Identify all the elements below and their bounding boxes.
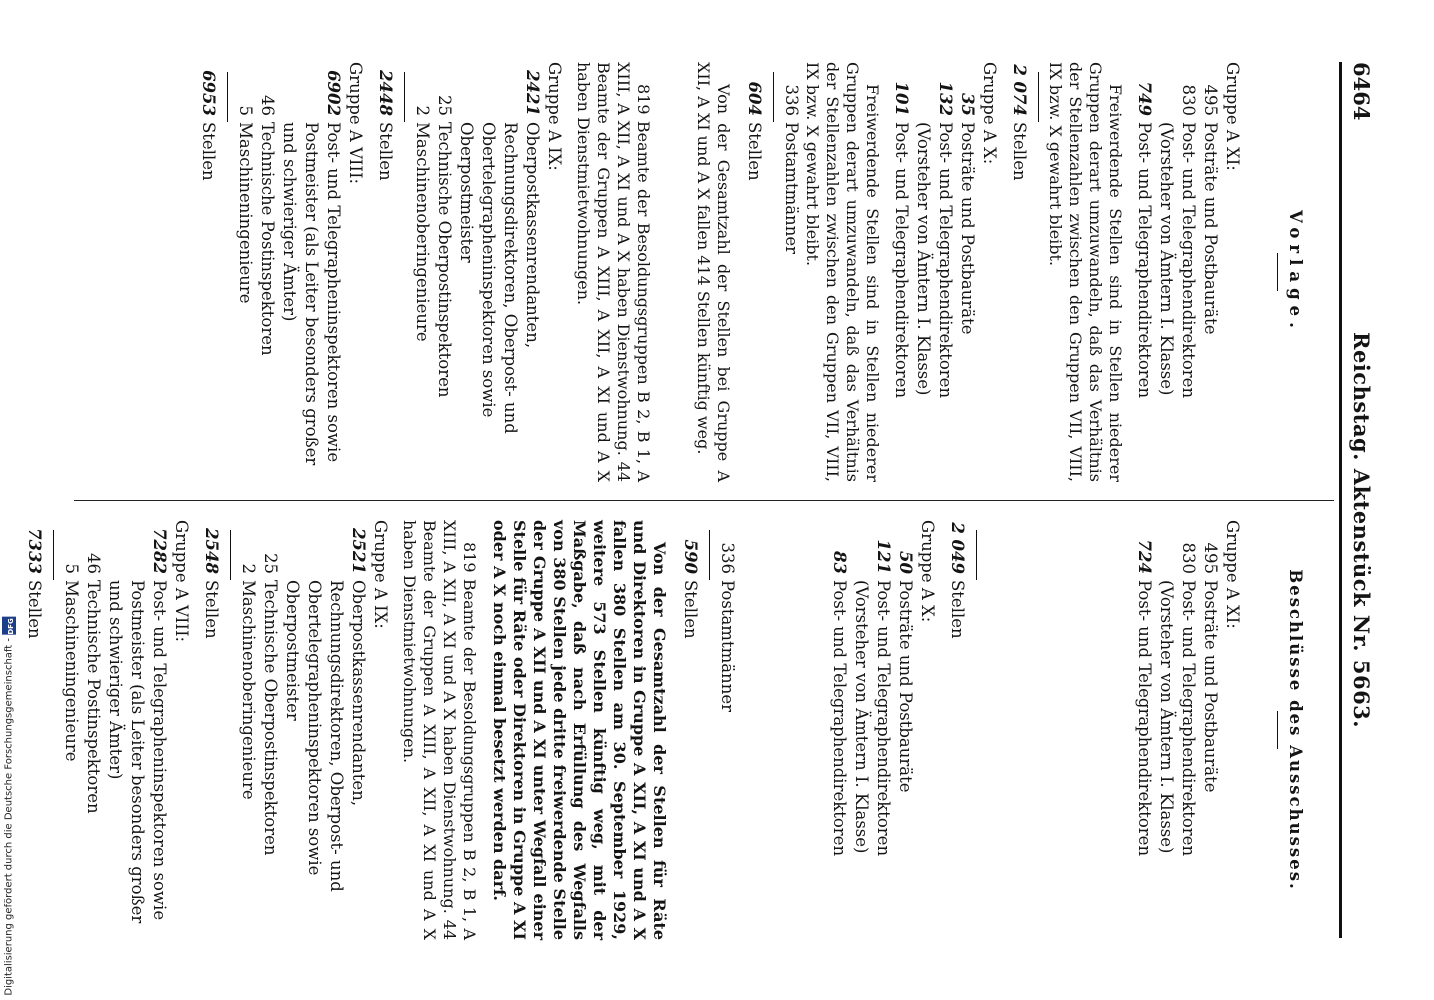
vertical-spacer bbox=[663, 62, 693, 482]
total-count: 2 074 bbox=[1010, 64, 1029, 116]
total-count: 6953 bbox=[199, 70, 218, 116]
entry-count: 336 bbox=[718, 542, 737, 574]
list-item bbox=[912, 62, 956, 482]
entry-count: 2421 bbox=[523, 70, 542, 116]
digitization-footer bbox=[2, 617, 16, 996]
sum-rule bbox=[709, 530, 710, 580]
total-label: Stellen bbox=[202, 580, 221, 639]
group-title: Gruppe A IX: bbox=[371, 520, 390, 629]
entry-text: Postamtmänner bbox=[782, 122, 801, 254]
total-count: 2548 bbox=[202, 528, 221, 574]
group-total bbox=[23, 520, 45, 940]
entry-text: Posträte und Postbauräte bbox=[896, 580, 915, 793]
note-paragraph: 819 Beamte der Besoldungsgruppen B 2, B 1, A XIII, A XII, A XI und A X haben Dienstwohnung. 44 Beamte der Gruppen A XIII, A XII, A XI und A X haben Dienstmietwohnungen. bbox=[400, 520, 479, 940]
group-total bbox=[374, 62, 396, 482]
group-block bbox=[197, 62, 366, 482]
entry-text: Maschinenoberingenieure bbox=[413, 122, 432, 342]
group-block bbox=[374, 62, 653, 482]
entry-count: 724 bbox=[1135, 539, 1154, 574]
entry-count: 132 bbox=[936, 81, 955, 116]
group-title: Gruppe A XI: bbox=[1223, 62, 1242, 171]
entry-text: Oberpostkassenrendanten, Rechnungsdirektoren, Oberpost- und Obertelegrapheninspektoren sowie Oberpostmeister bbox=[457, 122, 542, 434]
sum-rule bbox=[227, 72, 228, 122]
note-paragraph: Freiwerdende Stellen sind in Stellen niederer Gruppen derart umzuwandeln, daß das Verhältnis der Stellenzahlen zwischen den Gruppen VII, VIII, IX bzw. X gewahrt bleibt. bbox=[1046, 62, 1125, 482]
list-item bbox=[716, 520, 738, 940]
list-item bbox=[455, 62, 543, 482]
entry-text: Post- und Telegrapheninspektoren sowie Postmeister (als Leiter besonders großer und schwieriger Ämter) bbox=[280, 122, 343, 466]
group-total bbox=[197, 62, 219, 482]
list-item bbox=[850, 520, 894, 940]
entry-count: 101 bbox=[892, 81, 911, 116]
entry-count: 5 bbox=[62, 563, 81, 574]
entry-text: Post- und Telegraphendirektoren bbox=[1135, 580, 1154, 857]
column-heading: Beschlüsse des Ausschusses. bbox=[1286, 569, 1305, 891]
note-paragraph: Freiwerdende Stellen sind in Stellen niederer Gruppen derart umzuwandeln, daß das Verhältnis der Stellenzahlen zwischen den Gruppen VII, VIII, IX bzw. X gewahrt bleibt. bbox=[803, 62, 882, 482]
entry-count: 2521 bbox=[349, 528, 368, 574]
entry-count: 830 bbox=[1179, 84, 1198, 116]
entry-text: Maschineningenieure bbox=[236, 122, 255, 304]
entry-count: 6902 bbox=[324, 70, 343, 116]
list-item bbox=[1155, 62, 1199, 482]
right-column-beschluesse bbox=[23, 520, 1306, 940]
note-paragraph: Von der Gesamtzahl der Stellen bei Gruppe A XII, A XI und A X fallen 414 Stellen künftig weg. bbox=[694, 62, 733, 482]
list-item bbox=[1133, 520, 1155, 940]
total-label: Stellen bbox=[948, 580, 967, 639]
list-item bbox=[60, 520, 82, 940]
entry-count: 2 bbox=[239, 563, 258, 574]
list-item bbox=[780, 62, 802, 482]
footer-text: Digitalisierung gefördert durch die Deutsche Forschungsgemeinschaft - bbox=[3, 638, 15, 996]
group-total bbox=[946, 520, 968, 940]
list-item bbox=[278, 62, 344, 482]
running-head: Reichstag. Aktenstück Nr. 5663. bbox=[1349, 332, 1374, 729]
group-title: Gruppe A VIII: bbox=[346, 62, 365, 185]
entry-count: 25 bbox=[261, 553, 280, 574]
entry-text: Technische Postinspektoren bbox=[258, 122, 277, 356]
vertical-spacer bbox=[983, 520, 1133, 940]
group-title: Gruppe A XI: bbox=[1223, 520, 1242, 629]
entry-text: Post- und Telegraphendirektoren (Vorsteher von Ämtern I. Klasse) bbox=[1157, 122, 1198, 399]
group-title: Gruppe A X: bbox=[980, 62, 999, 165]
entry-text: Oberpostkassenrendanten, Rechnungsdirektoren, Oberpost- und Obertelegrapheninspektoren sowie Oberpostmeister bbox=[283, 580, 368, 892]
list-item bbox=[104, 520, 170, 940]
sum-rule bbox=[773, 72, 774, 122]
entry-text: Posträte und Postbauräte bbox=[1201, 122, 1220, 335]
total-label: Stellen bbox=[376, 122, 395, 181]
entry-count: 495 bbox=[1201, 542, 1220, 574]
entry-text: Posträte und Postbauräte bbox=[1201, 580, 1220, 793]
total-label: Stellen bbox=[1010, 122, 1029, 181]
list-item bbox=[1155, 520, 1199, 940]
entry-count: 121 bbox=[874, 539, 893, 574]
header-rule bbox=[1339, 62, 1342, 938]
entry-count: 35 bbox=[958, 93, 977, 116]
entry-text: Post- und Telegraphendirektoren bbox=[892, 122, 911, 399]
entry-text: Post- und Telegraphendirektoren bbox=[1135, 122, 1154, 399]
left-column-vorlage bbox=[197, 62, 1306, 482]
group-title: Gruppe A VIII: bbox=[172, 520, 191, 643]
entry-text: Technische Postinspektoren bbox=[84, 580, 103, 814]
dfg-logo: DFG bbox=[2, 617, 16, 635]
entry-count: 50 bbox=[896, 551, 915, 574]
vertical-spacer bbox=[738, 520, 828, 940]
note-paragraph: 819 Beamte der Besoldungsgruppen B 2, B 1, A XIII, A XII, A XI und A X haben Dienstwohnung. 44 Beamte der Gruppen A XIII, A XII, A XI und A X haben Dienstmietwohnungen. bbox=[574, 62, 653, 482]
list-item bbox=[1133, 62, 1155, 482]
entry-count: 2 bbox=[413, 105, 432, 116]
list-item bbox=[890, 62, 912, 482]
group-block bbox=[489, 520, 938, 940]
group-total bbox=[200, 520, 222, 940]
list-item bbox=[828, 520, 850, 940]
group-title: Gruppe A X: bbox=[918, 520, 937, 623]
heading-underline bbox=[1277, 253, 1278, 291]
group-block bbox=[200, 520, 479, 940]
entry-count: 46 bbox=[258, 95, 277, 116]
group-block bbox=[1008, 62, 1243, 482]
entry-text: Maschinenoberingenieure bbox=[239, 580, 258, 800]
group-block bbox=[23, 520, 192, 940]
sum-rule bbox=[230, 530, 231, 580]
list-item bbox=[234, 62, 256, 482]
list-item bbox=[411, 62, 433, 482]
total-label: Stellen bbox=[199, 122, 218, 181]
list-item bbox=[256, 62, 278, 482]
total-count: 2 049 bbox=[948, 522, 967, 574]
list-item bbox=[281, 520, 369, 940]
total-label: Stellen bbox=[25, 580, 44, 639]
total-label: Stellen bbox=[681, 580, 700, 639]
entry-text: Post- und Telegraphendirektoren (Vorsteher von Ämtern I. Klasse) bbox=[852, 580, 893, 857]
note-paragraph: Von der Gesamtzahl der Stellen für Räte und Direktoren in Gruppe A XII, A XI und A X fallen 380 Stellen am 30. September 1929, weitere 573 Stellen künftig weg, mit der Maßgabe, daß nach Erfüllung des Wegfalls von 380 Stellen jede dritte freiwerdende Stelle der Gruppe A XII und A XI unter Wegfall einer Stelle für Räte oder Direktoren in Gruppe A XI oder A X noch einmal besetzt werden darf. bbox=[490, 520, 669, 940]
entry-count: 336 bbox=[782, 84, 801, 116]
entry-text: Maschineningenieure bbox=[62, 580, 81, 762]
list-item bbox=[433, 62, 455, 482]
group-total bbox=[1008, 62, 1030, 482]
entry-count: 830 bbox=[1179, 542, 1198, 574]
entry-count: 495 bbox=[1201, 84, 1220, 116]
entry-text: Post- und Telegrapheninspektoren sowie Postmeister (als Leiter besonders großer und schwieriger Ämter) bbox=[106, 580, 169, 924]
total-count: 604 bbox=[745, 81, 764, 116]
total-count: 590 bbox=[681, 539, 700, 574]
group-block bbox=[693, 62, 1000, 482]
list-item bbox=[82, 520, 104, 940]
list-item bbox=[894, 520, 916, 940]
entry-text: Technische Oberpostinspektoren bbox=[261, 580, 280, 856]
total-count: 7333 bbox=[25, 528, 44, 574]
entry-count: 25 bbox=[435, 95, 454, 116]
entry-count: 7282 bbox=[150, 528, 169, 574]
column-divider bbox=[74, 500, 1334, 501]
total-count: 2448 bbox=[376, 70, 395, 116]
entry-text: Postamtmänner bbox=[718, 580, 737, 712]
list-item bbox=[956, 62, 978, 482]
entry-text: Post- und Telegraphendirektoren (Vorsteher von Ämtern I. Klasse) bbox=[1157, 580, 1198, 857]
sum-rule bbox=[1038, 72, 1039, 122]
column-heading: Vorlage. bbox=[1286, 210, 1305, 334]
list-item bbox=[259, 520, 281, 940]
entry-text: Technische Oberpostinspektoren bbox=[435, 122, 454, 398]
list-item bbox=[1199, 520, 1221, 940]
entry-count: 5 bbox=[236, 105, 255, 116]
group-block bbox=[946, 520, 1243, 940]
page-number: 6464 bbox=[1349, 62, 1374, 121]
heading-underline bbox=[1277, 711, 1278, 749]
sum-rule bbox=[976, 530, 977, 580]
entry-count: 749 bbox=[1135, 81, 1154, 116]
entry-text: Post- und Telegraphendirektoren bbox=[830, 580, 849, 857]
list-item bbox=[1199, 62, 1221, 482]
sum-rule bbox=[53, 530, 54, 580]
list-item bbox=[237, 520, 259, 940]
sum-rule bbox=[404, 72, 405, 122]
entry-count: 46 bbox=[84, 553, 103, 574]
group-total bbox=[743, 62, 765, 482]
group-title: Gruppe A IX: bbox=[545, 62, 564, 171]
total-label: Stellen bbox=[745, 122, 764, 181]
entry-count: 83 bbox=[830, 551, 849, 574]
group-total bbox=[679, 520, 701, 940]
entry-text: Posträte und Postbauräte bbox=[958, 122, 977, 335]
entry-text: Post- und Telegraphendirektoren (Vorsteher von Ämtern I. Klasse) bbox=[914, 122, 955, 399]
